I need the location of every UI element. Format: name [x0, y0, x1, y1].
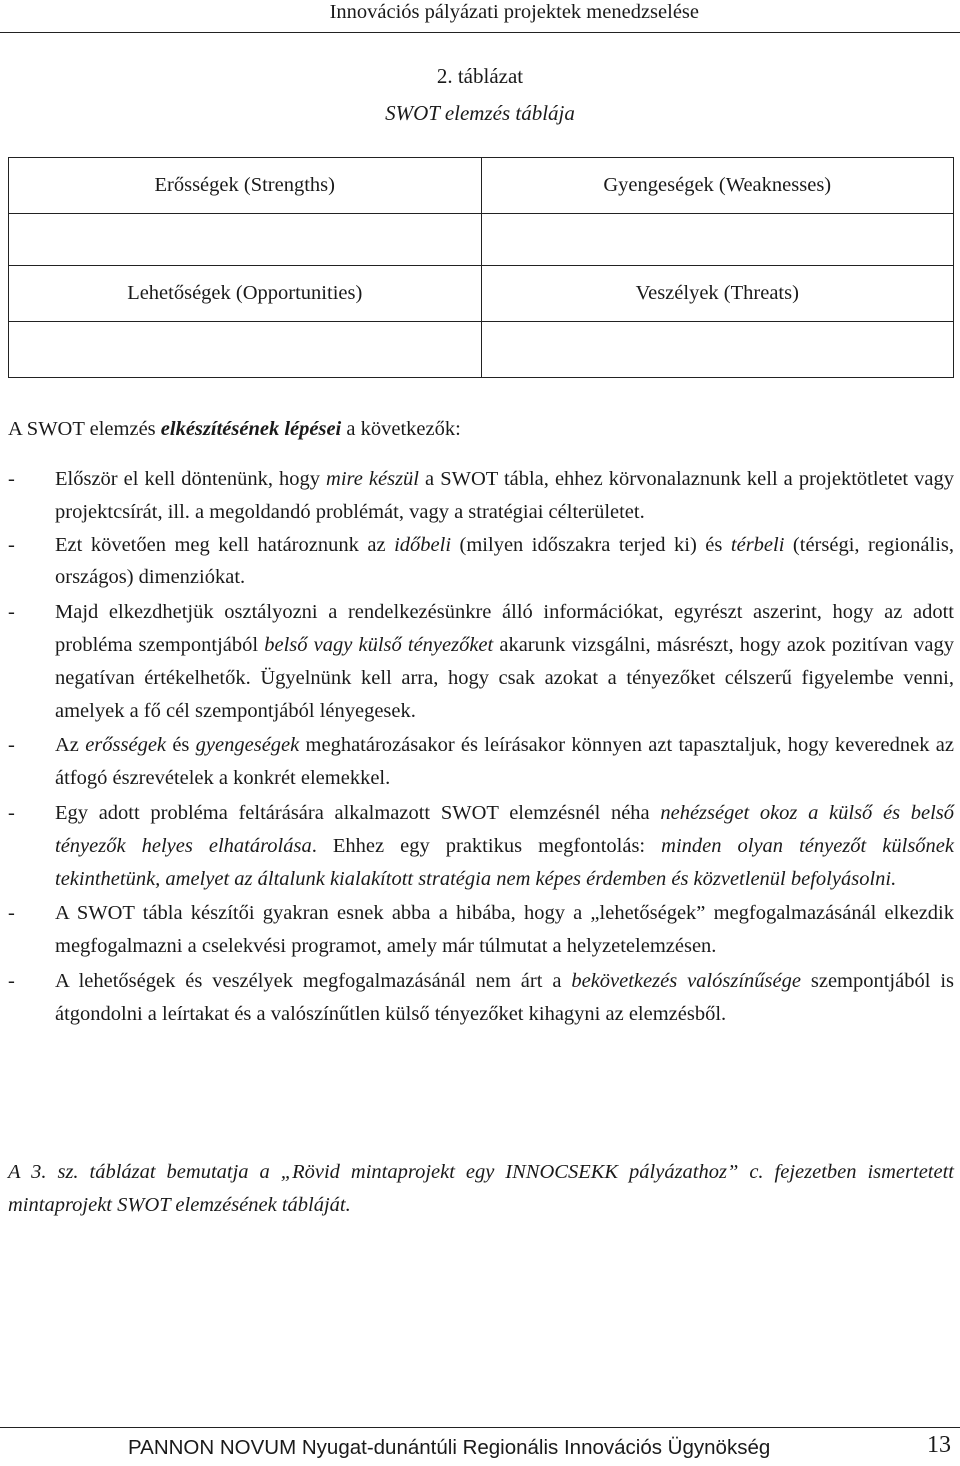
- bullet-dash: -: [8, 533, 15, 556]
- page-header: [0, 0, 960, 33]
- strengths-header: Erősségek (Strengths): [9, 158, 482, 214]
- swot-table: [8, 157, 954, 378]
- weaknesses-header: Gyengeségek (Weaknesses): [481, 158, 954, 214]
- weaknesses-cell: [481, 214, 954, 266]
- closing-paragraph: A 3. sz. táblázat bemutatja a „Rövid mintaprojekt egy INNOCSEKK pályázathoz” c. fejezetben ismertetett mintaprojekt SWOT elemzésének tábláját.: [8, 1161, 954, 1216]
- bullet-dash: -: [8, 468, 15, 490]
- threats-cell: [481, 322, 954, 378]
- bullet-dash: -: [8, 801, 15, 824]
- bullet-dash: -: [8, 902, 15, 925]
- intro-paragraph: [8, 418, 461, 441]
- bullet-dash: -: [8, 734, 15, 757]
- footer-organization: PANNON NOVUM Nyugat-dunántúli Regionális Innovációs Ügynökség: [128, 1436, 771, 1459]
- list-item: - Az erősségek és gyengeségek meghatározásakor és leírásakor könnyen azt tapasztaljuk, hogy keverednek az átfogó észrevételek a konkrét elemekkel.: [8, 729, 954, 795]
- intro-text: A SWOT elemzés: [8, 418, 161, 440]
- intro-text-end: a következők:: [341, 418, 461, 440]
- table-title: SWOT elemzés táblája: [385, 101, 575, 125]
- list-item: - Egy adott probléma feltárására alkalmazott SWOT elemzésnél néha nehézséget okoz a külső és belső tényezők helyes elhatárolása. Ehhez egy praktikus megfontolás: minden olyan tényezőt külsőnek tekinthetünk, amelyet az általunk kialakított stratégia nem képes érdemben és közvetlenül befolyásolni.: [8, 797, 954, 895]
- list-item: - A SWOT tábla készítői gyakran esnek abba a hibába, hogy a „lehetőségek” megfogalmazásánál elkezdik megfogalmazni a cselekvési programot, amely már túlmutat a helyzetelemzésen.: [8, 897, 954, 963]
- steps-list: [8, 463, 954, 1031]
- list-item: - Majd elkezdhetjük osztályozni a rendelkezésünkre álló információkat, egyrészt aszerint, hogy az adott probléma szempontjából belső vagy külső tényezőket akarunk vizsgálni, másrészt, hogy azok pozitívan vagy negatívan értékelhetők. Ügyelnünk kell arra, hogy csak azokat a tényezőket célszerű figyelembe venni, amelyek a fő cél szempontjából lényegesek.: [8, 596, 954, 727]
- intro-emphasis: elkészítésének lépései: [160, 418, 342, 440]
- strengths-cell: [9, 214, 482, 266]
- opportunities-cell: [9, 322, 482, 378]
- header-title: Innovációs pályázati projektek menedzselése: [329, 1, 699, 23]
- bullet-dash: -: [8, 601, 15, 624]
- bullet-dash: -: [8, 969, 15, 992]
- list-item: - Először el kell döntenünk, hogy mire készül a SWOT tábla, ehhez körvonalaznunk kell a projektötletet vagy projektcsírát, ill. a megoldandó problémát, vagy a stratégiai célterületet.: [8, 463, 954, 529]
- list-item: - A lehetőségek és veszélyek megfogalmazásánál nem árt a bekövetkezés valószínűsége szempontjából is átgondolni a leírtakat és a valószínűtlen külső tényezőket kihagyni az elemzésből.: [8, 965, 954, 1031]
- list-item: - Ezt követően meg kell határoznunk az időbeli (milyen időszakra terjed ki) és térbeli (térségi, regionális, országos) dimenziókat.: [8, 529, 954, 595]
- page-number: 13: [927, 1432, 951, 1458]
- table-number: 2. táblázat: [436, 64, 524, 88]
- threats-header: Veszélyek (Threats): [481, 266, 954, 322]
- opportunities-header: Lehetőségek (Opportunities): [9, 266, 482, 322]
- page-footer: [0, 1427, 960, 1459]
